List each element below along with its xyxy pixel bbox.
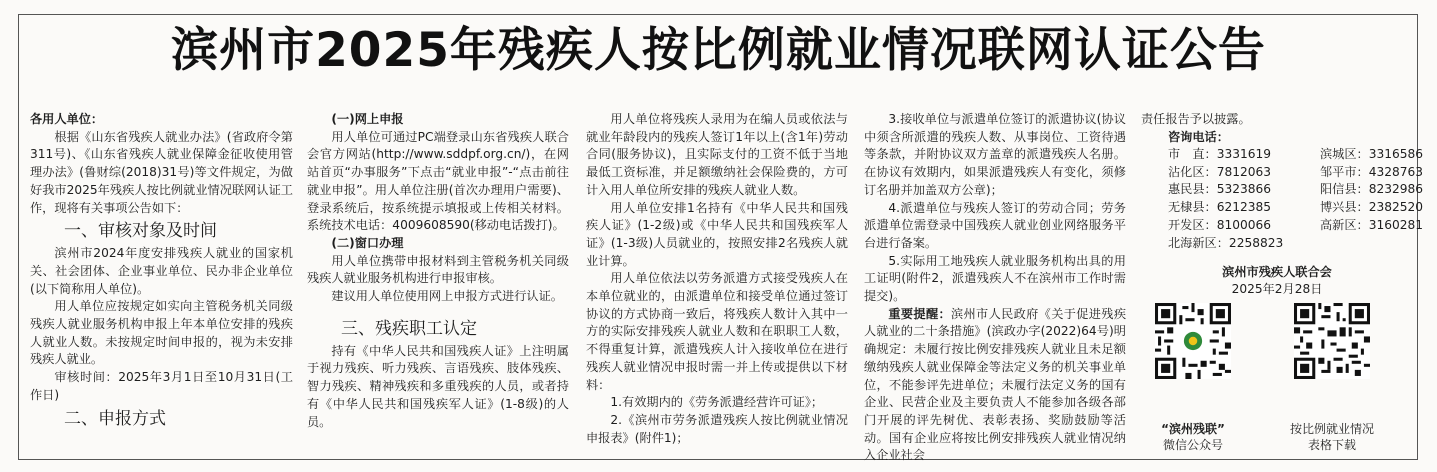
contact-row — [1168, 146, 1423, 164]
paragraph: 用人单位可通过PC端登录山东省残疾人联合会官方网站(http://www.sddpf.org.cn/)，在网站首页“办事服务”下点击“就业申报”-“点击前往就业申报”。用人单位注册(首次办理用户需要)、登录系统后，按系统提示填报或上传相关材料。系统技术电话：4009608590(移动电话拨打)。 — [307, 129, 569, 233]
column-3 — [586, 111, 848, 447]
list-item: 2.《滨州市劳务派遣残疾人按比例就业情况申报表》(附件1)； — [586, 412, 848, 445]
list-item: 5.实际用工地残疾人就业服务机构出具的用工证明(附件2，派遣残疾人不在滨州市工作时需提交)。 — [864, 253, 1126, 304]
signature-org: 滨州市残疾人联合会 — [1222, 265, 1332, 279]
important-text: 滨州市人民政府《关于促进残疾人就业的二十条措施》(滨政办字(2022)64号)明确规定：未履行按比例安排残疾人就业且未足额缴纳残疾人就业保障金等法定义务的机关事业单位，不能参评先进单位；未履行法定义务的国有企业、民营企业及主要负责人不能参加各级各部门开展的评先树优、表彰表扬、奖励鼓励等活动。国有企业应将按比例安排残疾人就业情况纳入企业社会 — [864, 306, 1127, 463]
contact-list — [1168, 146, 1423, 252]
paragraph: 用人单位携带申报材料到主管税务机关同级残疾人就业服务机构进行申报审核。 — [307, 253, 569, 286]
contact-item: 邹平市：4328763 — [1320, 164, 1424, 179]
paragraph: 持有《中华人民共和国残疾人证》上注明属于视力残疾、听力残疾、言语残疾、肢体残疾、智力残疾、精神残疾和多重残疾的人员，或者持有《中华人民共和国残疾军人证》(1-8级)的人员。 — [307, 343, 569, 429]
contact-item: 市 直：3331619 — [1168, 147, 1272, 161]
contact-row — [1168, 181, 1423, 199]
contact-title: 咨询电话： — [1168, 129, 1229, 144]
sub-heading-window: (二)窗口办理 — [331, 235, 404, 250]
wechat-qr-code[interactable] — [1155, 303, 1231, 379]
contact-item: 惠民县：5323866 — [1168, 182, 1272, 197]
contact-item: 沾化区：7812063 — [1168, 164, 1272, 179]
paragraph: 滨州市2024年度安排残疾人就业的国家机关、社会团体、企业事业单位、民办非企业单位(以下简称用人单位)。 — [30, 246, 293, 296]
contact-row — [1168, 199, 1423, 217]
contact-item: 高新区：3160281 — [1320, 217, 1424, 232]
list-item: 3.接收单位与派遣单位签订的派遣协议(协议中须含所派遣的残疾人数、从事岗位、工资待遇等条款，并附协议双方盖章的派遣残疾人名册。在协议有效期内，如果派遣残疾人有变化，须修订名册并加盖双方公章)； — [864, 112, 1126, 197]
list-item: 1.有效期内的《劳务派遣经营许可证》； — [610, 395, 824, 410]
important-label: 重要提醒： — [888, 306, 952, 321]
column-1 — [30, 111, 293, 433]
column-4 — [864, 111, 1126, 465]
column-2 — [307, 111, 569, 431]
wechat-qr-caption: 微信公众号 — [1162, 438, 1223, 452]
wechat-qr-caption: “滨州残联” — [1161, 422, 1225, 436]
list-item: 4.派遣单位与残疾人签订的劳动合同；劳务派遣单位需登录中国残疾人就业创业网络服务平台进行备案。 — [864, 200, 1126, 250]
paragraph: 用人单位安排1名持有《中华人民共和国残疾人证》(1-2级)或《中华人民共和国残疾军人证》(1-3级)人员就业的，按照安排2名残疾人就业计算。 — [586, 200, 848, 268]
contact-item: 滨城区：3316586 — [1320, 147, 1424, 161]
section-heading-3: 三、残疾职工认定 — [341, 318, 477, 339]
contact-row — [1168, 217, 1423, 235]
paragraph: 用人单位依法以劳务派遣方式接受残疾人在本单位就业的，由派遣单位和接受单位通过签订协议的方式协商一致后，将残疾人数计入其中一方的实际安排残疾人就业人数和在职职工人数，不得重复计算，派遣残疾人计入接收单位在进行残疾人就业情况申报时需一并上传或提供以下材料： — [586, 271, 848, 392]
paragraph: 审核时间：2025年3月1日至10月31日(工作日) — [30, 370, 293, 402]
contact-item: 博兴县：2382520 — [1320, 200, 1424, 215]
contact-item: 无棣县：6212385 — [1168, 200, 1272, 215]
contact-item: 北海新区：2258823 — [1168, 235, 1284, 250]
contact-row — [1168, 235, 1423, 253]
contact-item: 阳信县：8232986 — [1320, 182, 1424, 197]
contact-item: 开发区：8100066 — [1168, 217, 1272, 232]
column-5 — [1141, 111, 1411, 146]
salutation: 各用人单位： — [30, 112, 104, 126]
paragraph: 建议用人单位使用网上申报方式进行认证。 — [331, 289, 563, 304]
section-heading-1: 一、审核对象及时间 — [64, 221, 217, 242]
form-qr-caption: 表格下载 — [1307, 438, 1356, 452]
form-download-qr-code[interactable] — [1294, 303, 1370, 379]
signature-date: 2025年2月28日 — [1231, 282, 1323, 296]
notice-title: 滨州市2025年残疾人按比例就业情况联网认证公告 — [171, 23, 1266, 78]
important-reminder — [864, 306, 1126, 465]
contact-row — [1168, 164, 1423, 182]
intro-paragraph: 根据《山东省残疾人就业办法》(省政府令第311号)、《山东省残疾人就业保障金征收使用管理办法》(鲁财综(2018)31号)等文件规定，为做好我市2025年残疾人按比例就业情况联网认证工作，现将有关事项公告如下： — [30, 129, 293, 215]
section-heading-2: 二、申报方式 — [64, 408, 166, 429]
paragraph: 用人单位应按规定如实向主管税务机关同级残疾人就业服务机构申报上年本单位安排的残疾人就业人数。未按规定时间申报的，视为未安排残疾人就业。 — [30, 299, 293, 367]
form-qr-caption: 按比例就业情况 — [1289, 422, 1374, 436]
paragraph: 责任报告予以披露。 — [1141, 112, 1251, 126]
paragraph: 用人单位将残疾人录用为在编人员或依法与就业年龄段内的残疾人签订1年以上(含1年)劳动合同(服务协议)，且实际支付的工资不低于当地最低工资标准，并足额缴纳社会保险费的，方可计入用人单位所安排的残疾人就业人数。 — [586, 112, 848, 197]
sub-heading-online: (一)网上申报 — [331, 112, 404, 126]
